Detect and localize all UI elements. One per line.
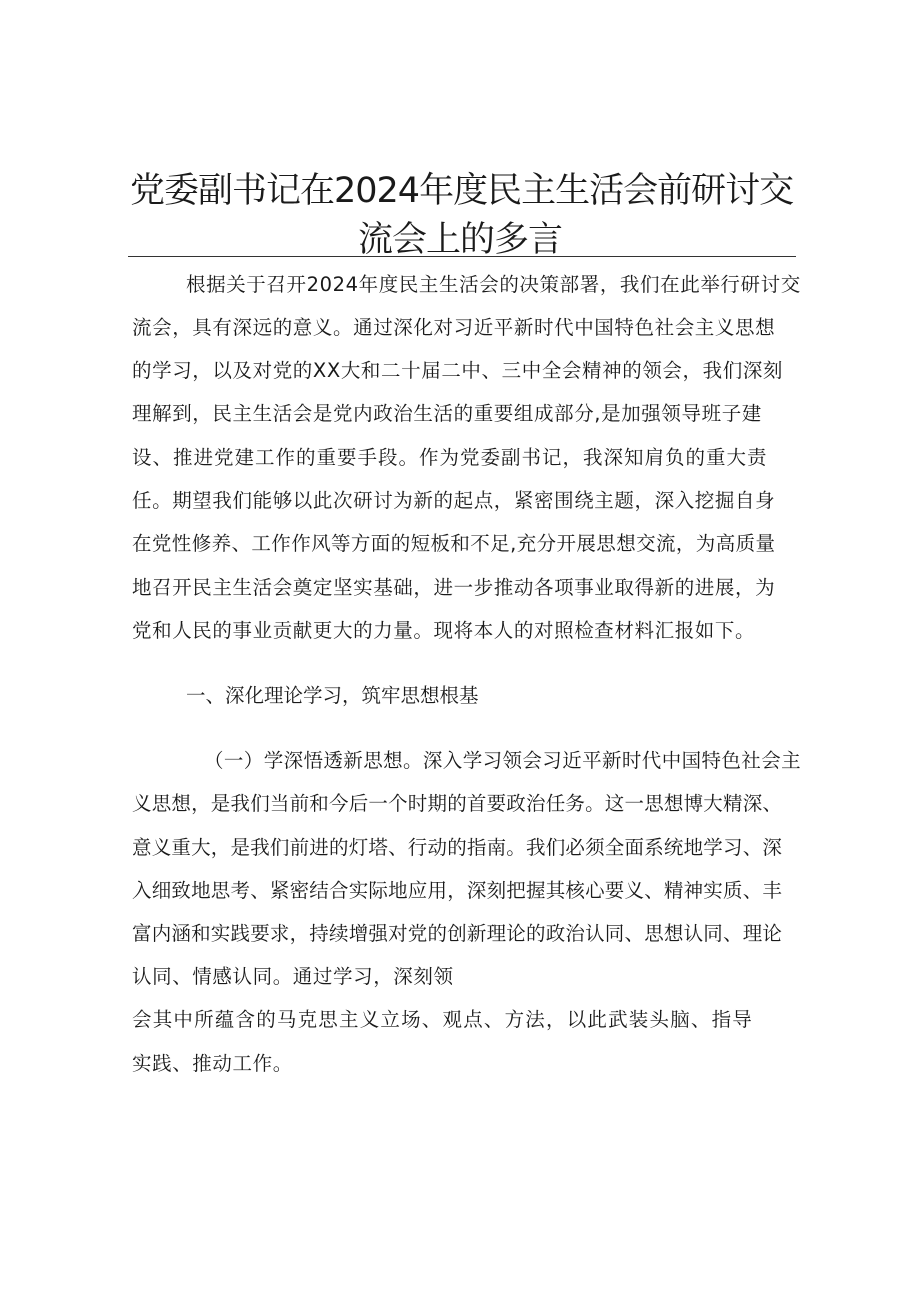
paragraph-2-line-4: 入细致地思考、紧密结合实际地应用，深刻把握其核心要义、精神实质、丰	[132, 879, 783, 902]
paragraph-1-line-3: 的学习，以及对党的XX大和二十届二中、三中全会精神的领会，我们深刻	[132, 359, 784, 382]
paragraph-1-line-1: 根据关于召开2024年度民主生活会的决策部署，我们在此举行研讨交	[186, 273, 801, 296]
paragraph-1-line-8: 地召开民主生活会奠定坚实基础，进一步推动各项事业取得新的进展，为	[132, 576, 776, 599]
paragraph-2-line-6: 认同、情感认同。通过学习，深刻领	[132, 965, 454, 988]
title-divider	[128, 256, 796, 257]
paragraph-1-line-4: 理解到，民主生活会是党内政治生活的重要组成部分,是加强领导班子建	[132, 402, 762, 425]
paragraph-2-line-7: 会其中所蕴含的马克思主义立场、观点、方法，以此武装头脑、指导	[132, 1008, 754, 1031]
paragraph-1-line-2: 流会，具有深远的意义。通过深化对习近平新时代中国特色社会主义思想	[132, 316, 776, 339]
paragraph-2-line-8: 实践、推动工作。	[132, 1052, 293, 1075]
paragraph-1-line-6: 任。期望我们能够以此次研讨为新的起点，紧密围绕主题，深入挖掘自身	[132, 489, 776, 512]
paragraph-2-line-5: 富内涵和实践要求，持续增强对党的创新理论的政治认同、思想认同、理论	[132, 922, 783, 945]
paragraph-2-line-2: 义思想，是我们当前和今后一个时期的首要政治任务。这一思想博大精深、	[132, 792, 783, 815]
document-title-line-2: 流会上的多言	[357, 220, 562, 260]
paragraph-2-line-3: 意义重大，是我们前进的灯塔、行动的指南。我们必须全面系统地学习、深	[132, 836, 783, 859]
paragraph-1-line-7: 在党性修养、工作作风等方面的短板和不足,充分开展思想交流，为高质量	[132, 532, 776, 555]
paragraph-2-line-1: （一）学深悟透新思想。深入学习领会习近平新时代中国特色社会主	[204, 749, 802, 772]
section-1-heading: 一、深化理论学习，筑牢思想根基	[186, 684, 479, 707]
document-title-line-1: 党委副书记在2024年度民主生活会前研讨交	[130, 171, 794, 211]
paragraph-1-line-5: 设、推进党建工作的重要手段。作为党委副书记，我深知肩负的重大责	[132, 446, 768, 469]
paragraph-1-line-9: 党和人民的事业贡献更大的力量。现将本人的对照检查材料汇报如下。	[132, 619, 756, 642]
